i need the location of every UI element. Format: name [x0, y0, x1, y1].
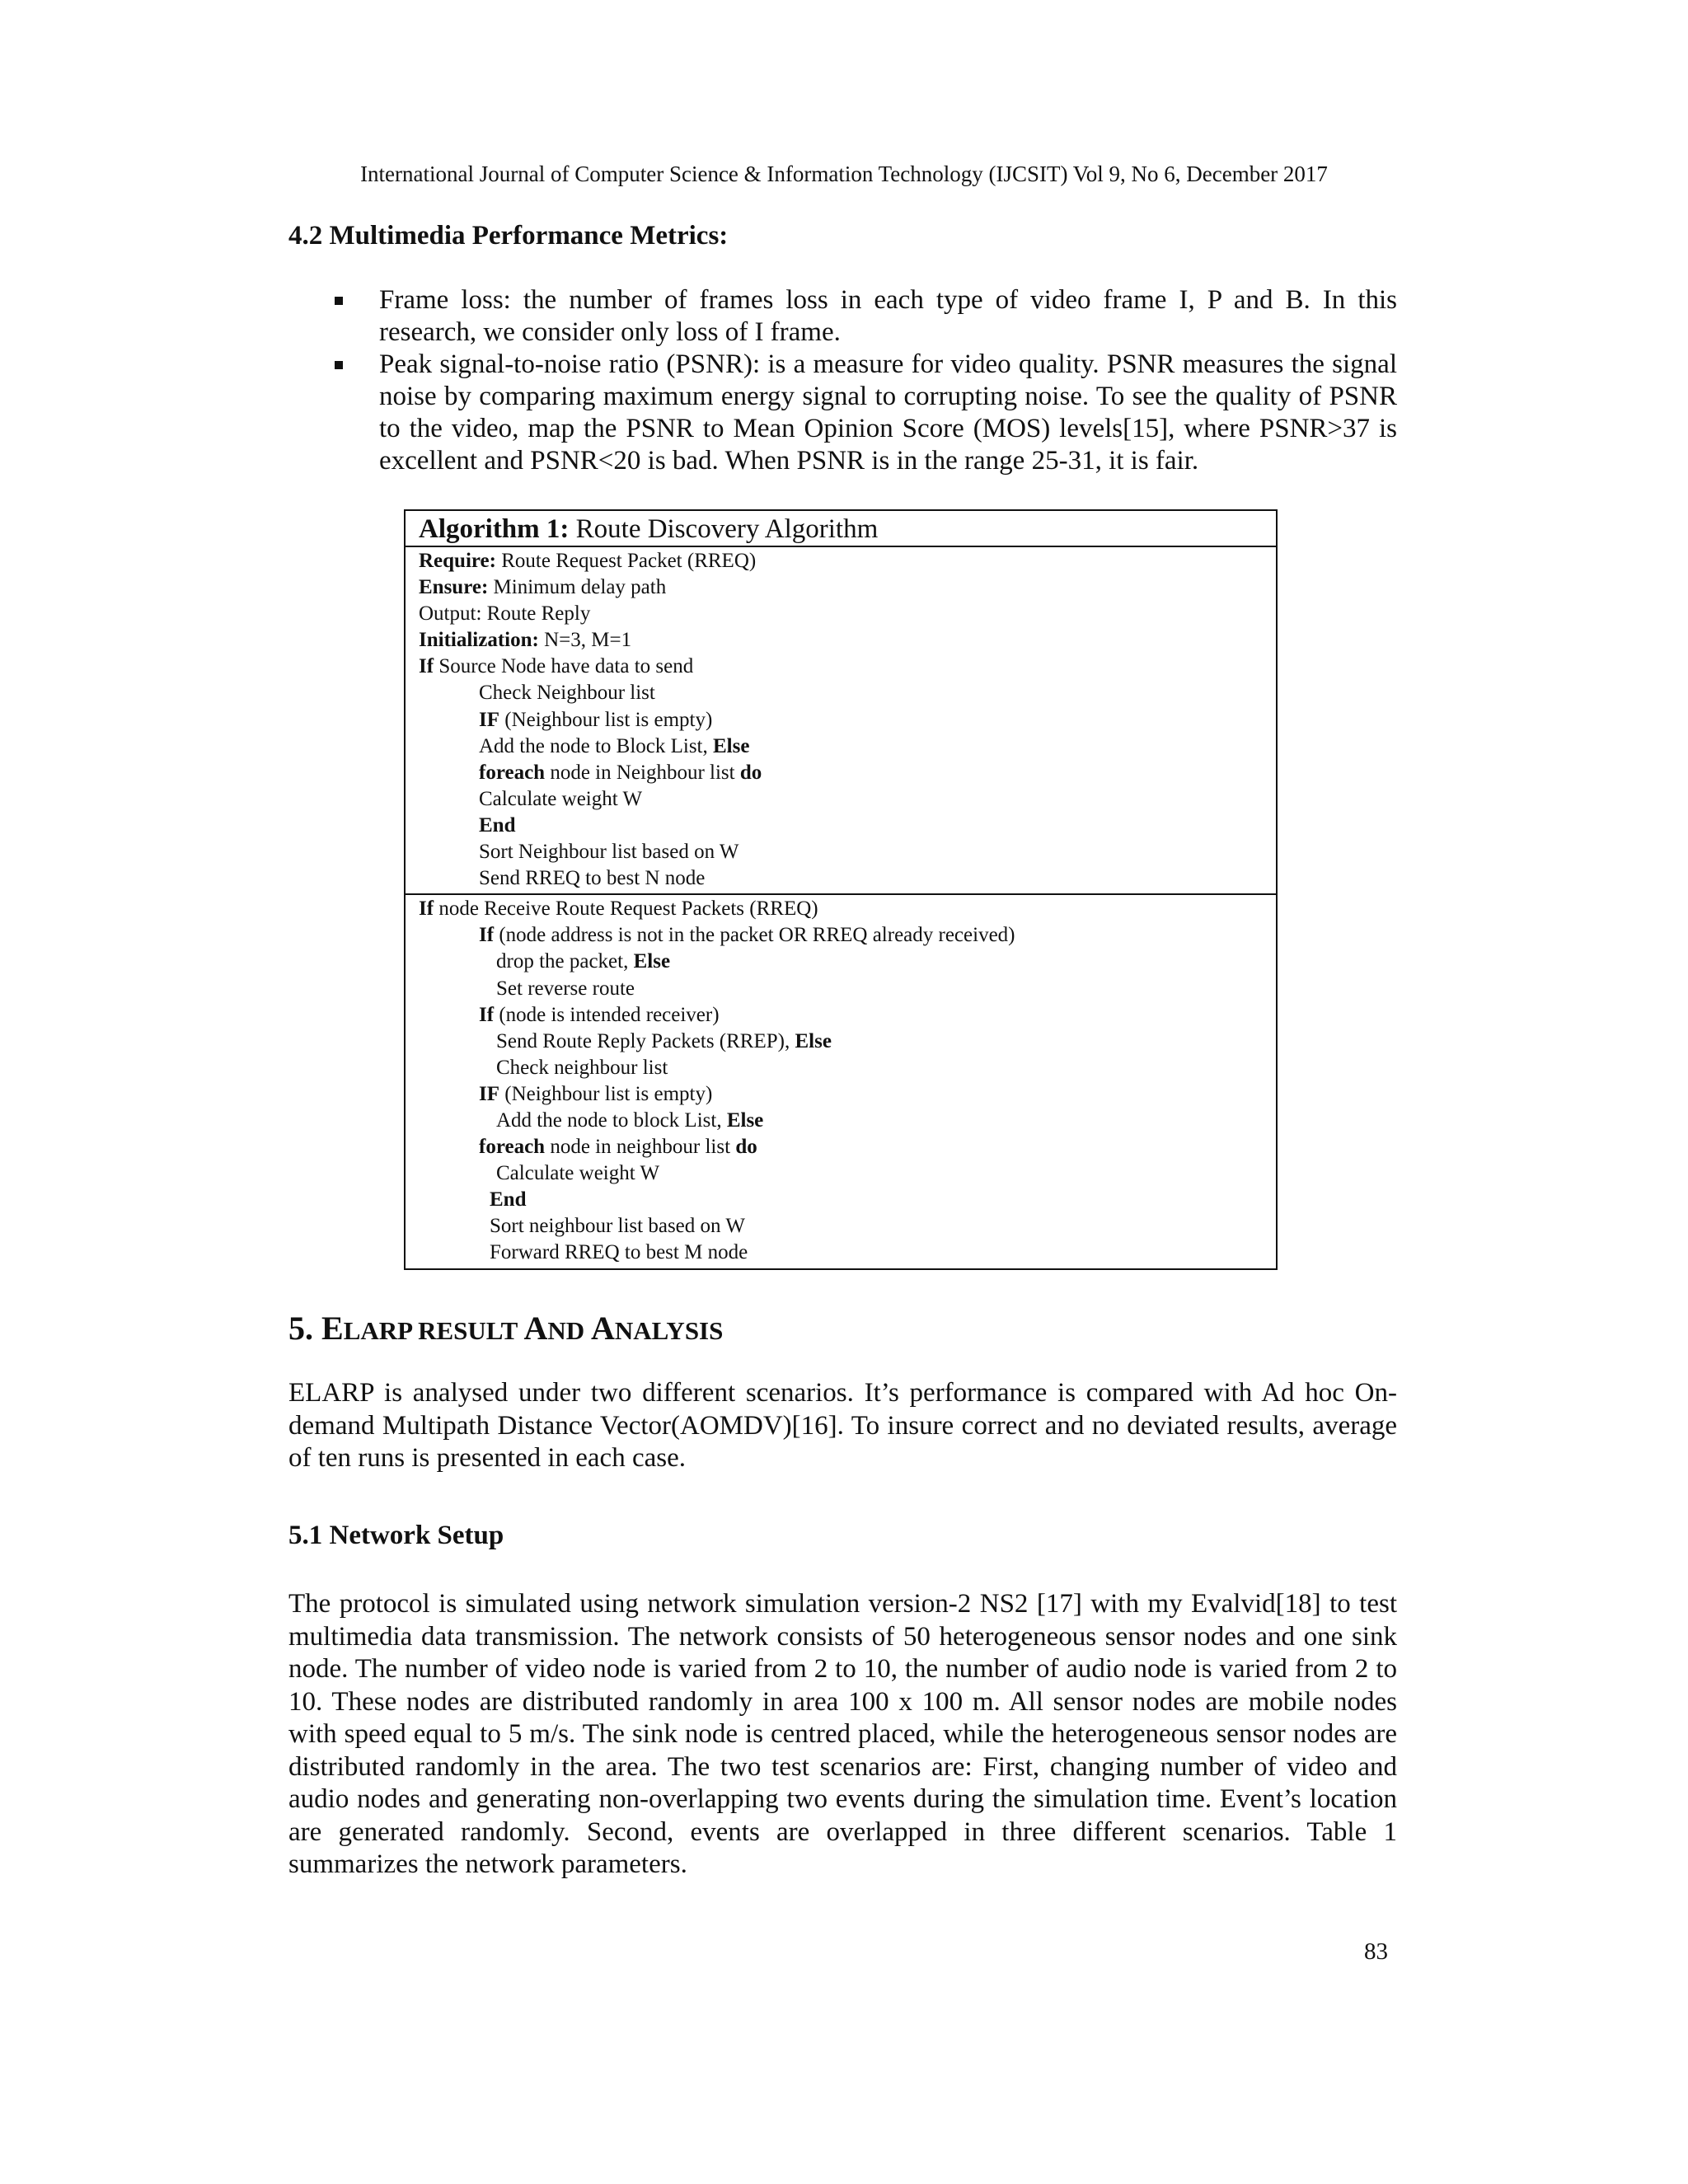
section-5-heading	[288, 1309, 723, 1347]
algorithm-line	[419, 654, 1263, 680]
algorithm-keyword: If	[419, 655, 434, 678]
algorithm-line	[419, 1108, 1263, 1134]
algorithm-keyword: Else	[713, 734, 750, 757]
algorithm-text: drop the packet,	[496, 950, 634, 973]
algorithm-text: N=3, M=1	[538, 629, 632, 652]
section-5-paragraph: ELARP is analysed under two different scenarios. It’s performance is compared with Ad hoc On-demand Multipath Distance Vector(AOMDV)[16]. To insure correct and no deviated results, average of ten runs is presented in each case.	[288, 1378, 1397, 1473]
algorithm-text: Add the node to Block List,	[479, 734, 713, 757]
algorithm-keyword: Ensure:	[419, 576, 489, 599]
algorithm-line	[419, 733, 1263, 760]
section-5-1-heading: 5.1 Network Setup	[288, 1521, 504, 1550]
algorithm-text: Calculate weight W	[479, 787, 643, 810]
algorithm-text: Minimum delay path	[488, 576, 667, 599]
page-number: 83	[1364, 1938, 1388, 1965]
algorithm-text: Output: Route Reply	[419, 602, 591, 626]
bullet-frame-loss: Frame loss: the number of frames loss in each type of video frame I, P and B. In this research, we consider only loss of I frame.	[288, 284, 1397, 349]
algorithm-line	[419, 1213, 1263, 1240]
algorithm-keyword: foreach	[479, 1136, 546, 1159]
algorithm-keyword: do	[739, 761, 762, 784]
section-5-smallcaps: ND	[547, 1316, 591, 1345]
section-5-cap: A	[523, 1310, 548, 1347]
section-5-smallcaps: LARP RESULT	[343, 1316, 524, 1345]
algorithm-text: Forward RREQ to best M node	[490, 1241, 748, 1264]
algorithm-keyword: Initialization:	[419, 629, 539, 652]
bullet-psnr: Peak signal-to-noise ratio (PSNR): is a measure for video quality. PSNR measures the signal noise by comparing maximum energy signal to corrupting noise. To see the quality of PSNR to the video, map the PSNR to Mean Opinion Score (MOS) levels[15], where PSNR>37 is excellent and PSNR<20 is bad. When PSNR is in the range 25-31, it is fair.	[288, 349, 1397, 477]
algorithm-line	[419, 813, 1263, 839]
algorithm-line	[419, 839, 1263, 865]
algorithm-line	[419, 680, 1263, 706]
algorithm-text: Route Request Packet (RREQ)	[495, 550, 757, 572]
algorithm-keyword: do	[735, 1136, 757, 1159]
algorithm-text: (node address is not in the packet OR RREQ already received)	[494, 924, 1015, 947]
algorithm-text: Check Neighbour list	[479, 682, 655, 705]
algorithm-line	[419, 1081, 1263, 1108]
algorithm-text: Source Node have data to send	[434, 655, 694, 678]
algorithm-text: Sort Neighbour list based on W	[479, 841, 739, 864]
algorithm-line	[419, 1029, 1263, 1055]
algorithm-section-source	[406, 547, 1276, 893]
algorithm-line	[419, 976, 1263, 1002]
metrics-bullet-list	[288, 284, 1397, 477]
algorithm-line	[419, 1160, 1263, 1187]
algorithm-text: Send RREQ to best N node	[479, 867, 706, 890]
algorithm-text: Send Route Reply Packets (RREP),	[496, 1029, 795, 1052]
section-5-cap: E	[321, 1310, 344, 1347]
section-5-cap: A	[590, 1310, 615, 1347]
algorithm-keyword: End	[479, 813, 516, 837]
algorithm-keyword: Else	[726, 1108, 764, 1132]
algorithm-text: node Receive Route Request Packets (RREQ)	[434, 898, 818, 921]
algorithm-keyword: If	[479, 924, 495, 947]
section-5-1-paragraph: The protocol is simulated using network simulation version-2 NS2 [17] with my Evalvid[18] to test multimedia data transmission. The network consists of 50 heterogeneous sensor nodes and one sink node. The number of video node is varied from 2 to 10, the number of audio node is varied from 2 to 10. These nodes are distributed randomly in area 100 x 100 m. All sensor nodes are mobile nodes with speed equal to 5 m/s. The sink node is centred placed, while the heterogeneous sensor nodes are distributed randomly in the area. The two test scenarios are: First, changing number of video and audio nodes and generating non-overlapping two events during the simulation time. Event’s location are generated randomly. Second, events are overlapped in three different scenarios. Table 1 summarizes the network parameters.	[288, 1589, 1397, 1879]
algorithm-keyword: IF	[479, 708, 499, 731]
algorithm-text: Add the node to block List,	[496, 1108, 727, 1132]
algorithm-line	[419, 865, 1263, 892]
algorithm-text: Sort neighbour list based on W	[490, 1215, 745, 1238]
algorithm-name: Route Discovery Algorithm	[569, 514, 879, 544]
algorithm-text: Calculate weight W	[496, 1162, 660, 1185]
algorithm-keyword: End	[490, 1188, 527, 1212]
algorithm-line	[419, 1134, 1263, 1160]
algorithm-line	[419, 1240, 1263, 1266]
algorithm-line	[419, 707, 1263, 733]
algorithm-line	[419, 601, 1263, 627]
algorithm-keyword: Else	[795, 1029, 832, 1052]
algorithm-text: (node is intended receiver)	[494, 1003, 720, 1026]
algorithm-keyword: foreach	[479, 761, 546, 784]
algorithm-text: Set reverse route	[496, 977, 635, 1000]
running-header: International Journal of Computer Science & Information Technology (IJCSIT) Vol 9, No 6, December 2017	[360, 162, 1328, 186]
algorithm-line	[419, 1002, 1263, 1029]
algorithm-box	[404, 509, 1278, 1270]
section-5-number: 5.	[288, 1310, 321, 1347]
algorithm-keyword: Else	[633, 950, 671, 973]
algorithm-line	[419, 760, 1263, 786]
algorithm-keyword: Require:	[419, 550, 496, 572]
algorithm-text: node in Neighbour list	[545, 761, 740, 784]
algorithm-line	[419, 627, 1263, 654]
algorithm-section-receive	[406, 893, 1276, 1268]
algorithm-line	[419, 548, 1263, 574]
algorithm-title	[406, 511, 1276, 547]
algorithm-keyword: IF	[479, 1082, 499, 1105]
section-4-2-heading: 4.2 Multimedia Performance Metrics:	[288, 221, 729, 251]
algorithm-line	[419, 922, 1263, 949]
algorithm-text: Check neighbour list	[496, 1056, 668, 1079]
algorithm-line	[419, 896, 1263, 922]
algorithm-keyword: If	[419, 898, 434, 921]
algorithm-line	[419, 1187, 1263, 1213]
algorithm-line	[419, 949, 1263, 975]
algorithm-text: (Neighbour list is empty)	[499, 708, 713, 731]
algorithm-keyword: If	[479, 1003, 495, 1026]
algorithm-line	[419, 574, 1263, 601]
section-5-smallcaps: NALYSIS	[614, 1316, 724, 1345]
algorithm-line	[419, 786, 1263, 813]
algorithm-text: node in neighbour list	[545, 1136, 736, 1159]
algorithm-text: (Neighbour list is empty)	[499, 1082, 713, 1105]
algorithm-line	[419, 1055, 1263, 1081]
algorithm-label: Algorithm 1:	[419, 514, 570, 544]
